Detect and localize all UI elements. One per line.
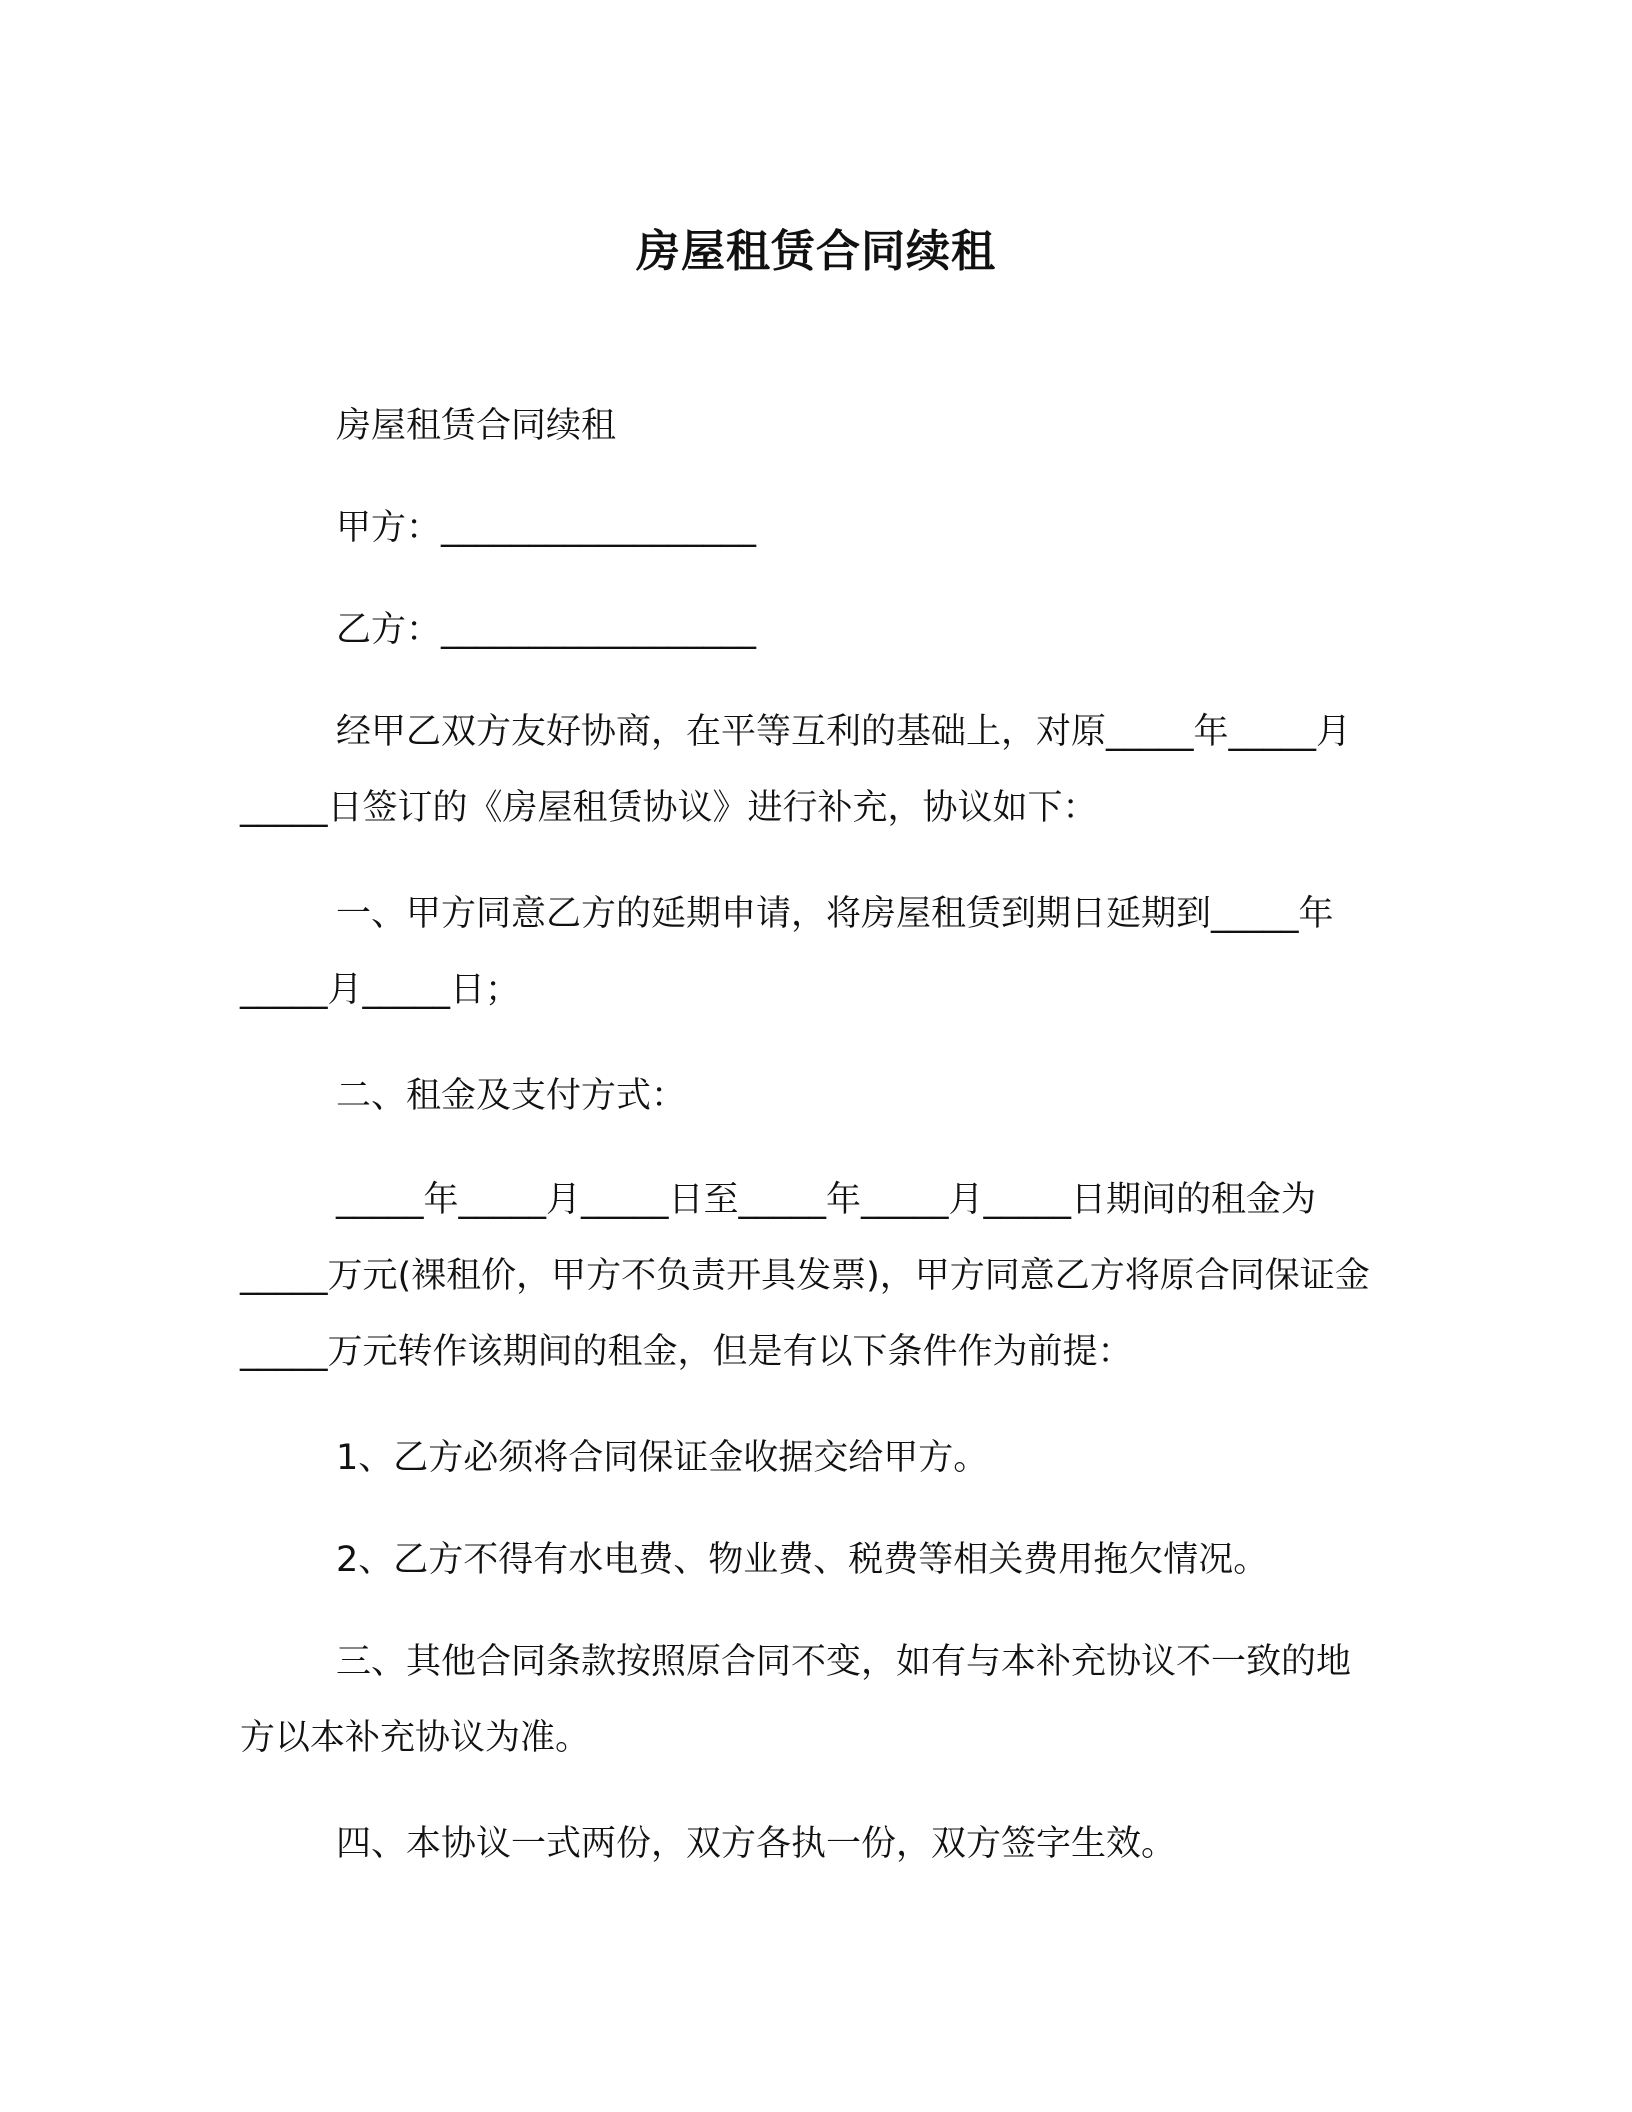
party-b-block — [240, 592, 1380, 668]
clause-4-paragraph — [240, 1806, 1380, 1882]
party-a-line: 甲方：__________________ — [336, 508, 757, 548]
clause-1-paragraph — [240, 876, 1380, 1028]
condition-2-text: 2、乙方不得有水电费、物业费、税费等相关费用拖欠情况。 — [336, 1540, 1269, 1580]
intro-text: 经甲乙双方友好协商，在平等互利的基础上，对原_____年_____月_____日签订的《房屋租赁协议》进行补充，协议如下： — [240, 712, 1352, 828]
clause-2-heading-block — [240, 1058, 1380, 1134]
party-a-block — [240, 490, 1380, 566]
clause-2-body-paragraph — [240, 1162, 1380, 1390]
clause-1-text: 一、甲方同意乙方的延期申请，将房屋租赁到期日延期到_____年_____月_____日； — [240, 894, 1334, 1010]
clause-3-text: 三、其他合同条款按照原合同不变，如有与本补充协议不一致的地方以本补充协议为准。 — [240, 1642, 1352, 1758]
condition-1-text: 1、乙方必须将合同保证金收据交给甲方。 — [336, 1438, 989, 1478]
condition-1-block — [240, 1420, 1380, 1496]
heading-line: 房屋租赁合同续租 — [336, 406, 617, 446]
condition-2-block — [240, 1522, 1380, 1598]
party-b-line: 乙方：__________________ — [336, 610, 757, 650]
document-title: 房屋租赁合同续租 — [636, 226, 996, 277]
clause-2-heading: 二、租金及支付方式： — [336, 1076, 687, 1116]
clause-3-paragraph — [240, 1624, 1380, 1776]
clause-4-text: 四、本协议一式两份，双方各执一份，双方签字生效。 — [336, 1824, 1177, 1864]
document-heading — [240, 388, 1380, 464]
intro-paragraph — [240, 694, 1380, 846]
clause-2-body: _____年_____月_____日至_____年_____月_____日期间的租金为_____万元(裸租价，甲方不负责开具发票)，甲方同意乙方将原合同保证金_____万元转作该期间的租金，但是有以下条件作为前提： — [240, 1180, 1370, 1372]
